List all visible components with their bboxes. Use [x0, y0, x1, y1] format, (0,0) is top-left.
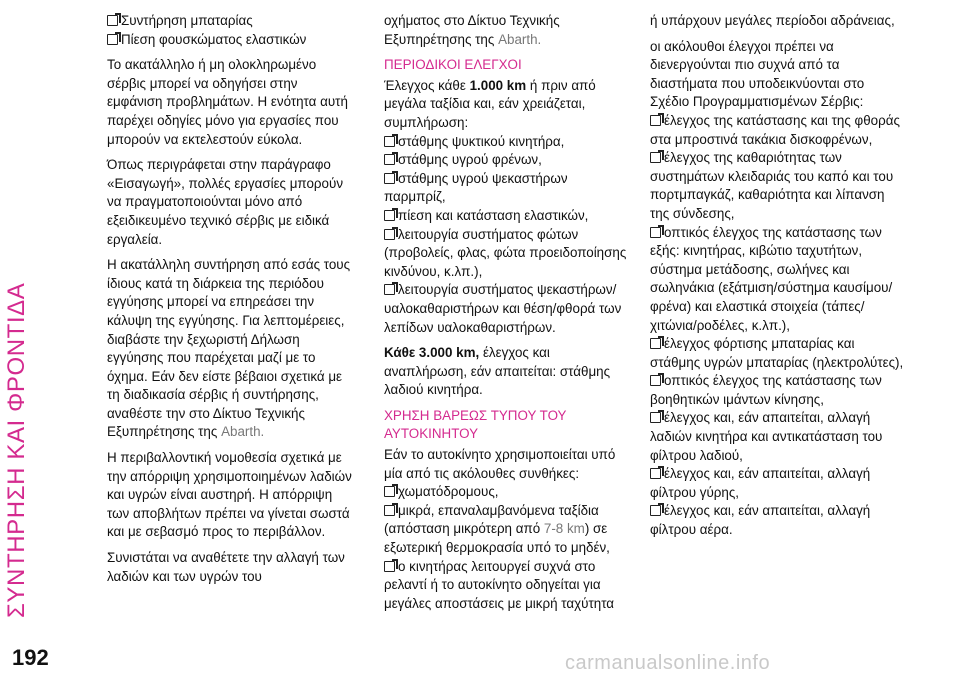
checkbox-icon [384, 173, 395, 184]
list-item: στάθμης υγρού ψεκαστήρων παρμπρίζ, [384, 170, 568, 205]
chapter-title: ΣΥΝΤΗΡΗΣΗ ΚΑΙ ΦΡΟΝΤΙΔΑ [3, 282, 30, 618]
list-item: έλεγχος και, εάν απαιτείται, αλλαγή λαδιών κινητήρα και αντικατάσταση του φίλτρου λαδιού, [650, 410, 883, 463]
list-item: ο κινητήρας λειτουργεί συχνά στο ρελαντί ή το αυτοκίνητο οδηγείται για μεγάλες αποστάσεις με μικρή ταχύτητα [384, 558, 615, 611]
column-1 [107, 12, 355, 593]
list-item: Συντήρηση μπαταρίας [107, 12, 355, 31]
checkbox-icon [650, 152, 661, 163]
checkbox-icon [107, 34, 118, 45]
list-item: στάθμης υγρού φρένων, [384, 151, 632, 170]
paragraph: Όπως περιγράφεται στην παράγραφο «Εισαγωγή», πολλές εργασίες μπορούν να πραγματοποιούνται μόνο από εξειδικευμένο τεχνικό σέρβις με ειδικά εργαλεία. [107, 157, 344, 247]
checkbox-icon [650, 468, 661, 479]
paragraph: Έλεγχος κάθε 1.000 km ή πριν από μεγάλα ταξίδια και, εάν χρειάζεται, συμπλήρωση: [384, 77, 596, 130]
list-item: έλεγχος και, εάν απαιτείται, αλλαγή φίλτρου γύρης, [650, 466, 871, 500]
list-item: Πίεση φουσκώματος ελαστικών [107, 31, 355, 50]
checkbox-icon [384, 284, 395, 295]
checkbox-icon [384, 561, 395, 572]
section-heading: ΧΡΗΣΗ ΒΑΡΕΩΣ ΤΥΠΟΥ ΤΟΥ ΑΥΤΟΚΙΝΗΤΟΥ [384, 407, 567, 442]
paragraph: Εάν το αυτοκίνητο χρησιμοποιείται υπό μία από τις ακόλουθες συνθήκες: [384, 447, 616, 481]
checkbox-icon [650, 412, 661, 423]
checkbox-icon [384, 210, 395, 221]
checkbox-icon [384, 154, 395, 165]
list-item: έλεγχος της καθαριότητας των συστημάτων κλειδαριάς του καπό και του πορτμπαγκάζ, καθαριότητα και λίπανση της σύνδεσης, [650, 150, 894, 221]
paragraph: ή υπάρχουν μεγάλες περίοδοι αδράνειας, [650, 13, 895, 28]
checkbox-icon [650, 375, 661, 386]
checkbox-icon [650, 505, 661, 516]
paragraph: οχήματος στο Δίκτυο Τεχνικής Εξυπηρέτησης της Abarth. [384, 13, 560, 47]
paragraph: Συνιστάται να αναθέτετε την αλλαγή των λαδιών και των υγρών του [107, 550, 345, 584]
checkbox-icon [650, 227, 661, 238]
list-item: πίεση και κατάσταση ελαστικών, [384, 207, 632, 226]
checkbox-icon [384, 136, 395, 147]
paragraph: Το ακατάλληλο ή μη ολοκληρωμένο σέρβις μπορεί να οδηγήσει στην εμφάνιση προβλημάτων. Η ενότητα αυτή παρέχει οδηγίες μόνο για εργασίες που μπορούν να εκτελεστούν εύκολα. [107, 57, 348, 147]
list-item: έλεγχος και, εάν απαιτείται, αλλαγή φίλτρου αέρα. [650, 503, 871, 538]
checkbox-icon [650, 115, 661, 126]
page-number: 192 [12, 645, 49, 670]
checkbox-icon [107, 15, 118, 26]
list-item: έλεγχος φόρτισης μπαταρίας και στάθμης υγρών μπαταρίας (ηλεκτρολύτες), [650, 336, 904, 370]
paragraph: Κάθε 3.000 km, έλεγχος και αναπλήρωση, εάν απαιτείται: στάθμης λαδιού κινητήρα. [384, 345, 611, 398]
list-item: λειτουργία συστήματος ψεκαστήρων/υαλοκαθαριστήρων και θέση/φθορά των λεπίδων υαλοκαθαριστήρων. [384, 282, 622, 335]
column-2 [384, 12, 632, 613]
checkbox-icon [384, 229, 395, 240]
list-item: έλεγχος της κατάστασης και της φθοράς στα μπροστινά τακάκια δισκοφρένων, [650, 112, 900, 147]
checkbox-icon [384, 505, 395, 516]
watermark: carmanualsonline.info [565, 652, 771, 674]
paragraph: οι ακόλουθοι έλεγχοι πρέπει να διενεργούνται πιο συχνά από τα διαστήματα που υποδεικνύονται στο Σχέδιο Προγραμματισμένων Σέρβις: [650, 38, 865, 110]
list-item: χωματόδρομους, [384, 483, 632, 502]
column-3 [650, 12, 905, 540]
checkbox-icon [650, 338, 661, 349]
section-heading: ΠΕΡΙΟΔΙΚΟΙ ΕΛΕΓΧΟΙ [384, 57, 522, 73]
paragraph: Η περιβαλλοντική νομοθεσία σχετικά με την απόρριψη χρησιμοποιημένων λαδιών και υγρών είναι αυστηρή. Η απόρριψη των αποβλήτων πρέπει να γίνεται σωστά και με σεβασμό προς το περιβάλλον. [107, 450, 352, 540]
list-item: οπτικός έλεγχος της κατάστασης των βοηθητικών ιμάντων κίνησης, [650, 373, 882, 407]
list-item: λειτουργία συστήματος φώτων (προβολείς, φλας, φώτα προειδοποίησης κινδύνου, κ.λπ.), [384, 226, 627, 279]
list-item: μικρά, επαναλαμβανόμενα ταξίδια (απόσταση μικρότερη από 7-8 km) σε εξωτερική θερμοκρασία υπό το μηδέν, [384, 502, 610, 556]
checkbox-icon [384, 486, 395, 497]
list-item: στάθμης ψυκτικού κινητήρα, [384, 133, 632, 152]
paragraph: Η ακατάλληλη συντήρηση από εσάς τους ίδιους κατά τη διάρκεια της περιόδου εγγύησης μπορεί να επηρεάσει την κάλυψη της εγγύησης. Για λεπτομέρειες, διαβάστε την ξεχωριστή Δήλωση εγγύησης που παρέχεται μαζί με το όχημα. Εάν δεν είστε βέβαιοι σχετικά με τη διαδικασία σέρβις ή συντήρησης, αναθέστε την στο Δίκτυο Τεχνικής Εξυπηρέτησης της Abarth. [107, 257, 351, 440]
list-item: οπτικός έλεγχος της κατάστασης των εξής: κινητήρας, κιβώτιο ταχυτήτων, σύστημα μετάδοσης, σωλήνες και σωληνάκια (εξάτμιση/σύστημα καυσίμου/φρένα) και ελαστικά στοιχεία (τάπες/χιτώνια/ροδέλες, κ.λπ.), [650, 224, 893, 333]
